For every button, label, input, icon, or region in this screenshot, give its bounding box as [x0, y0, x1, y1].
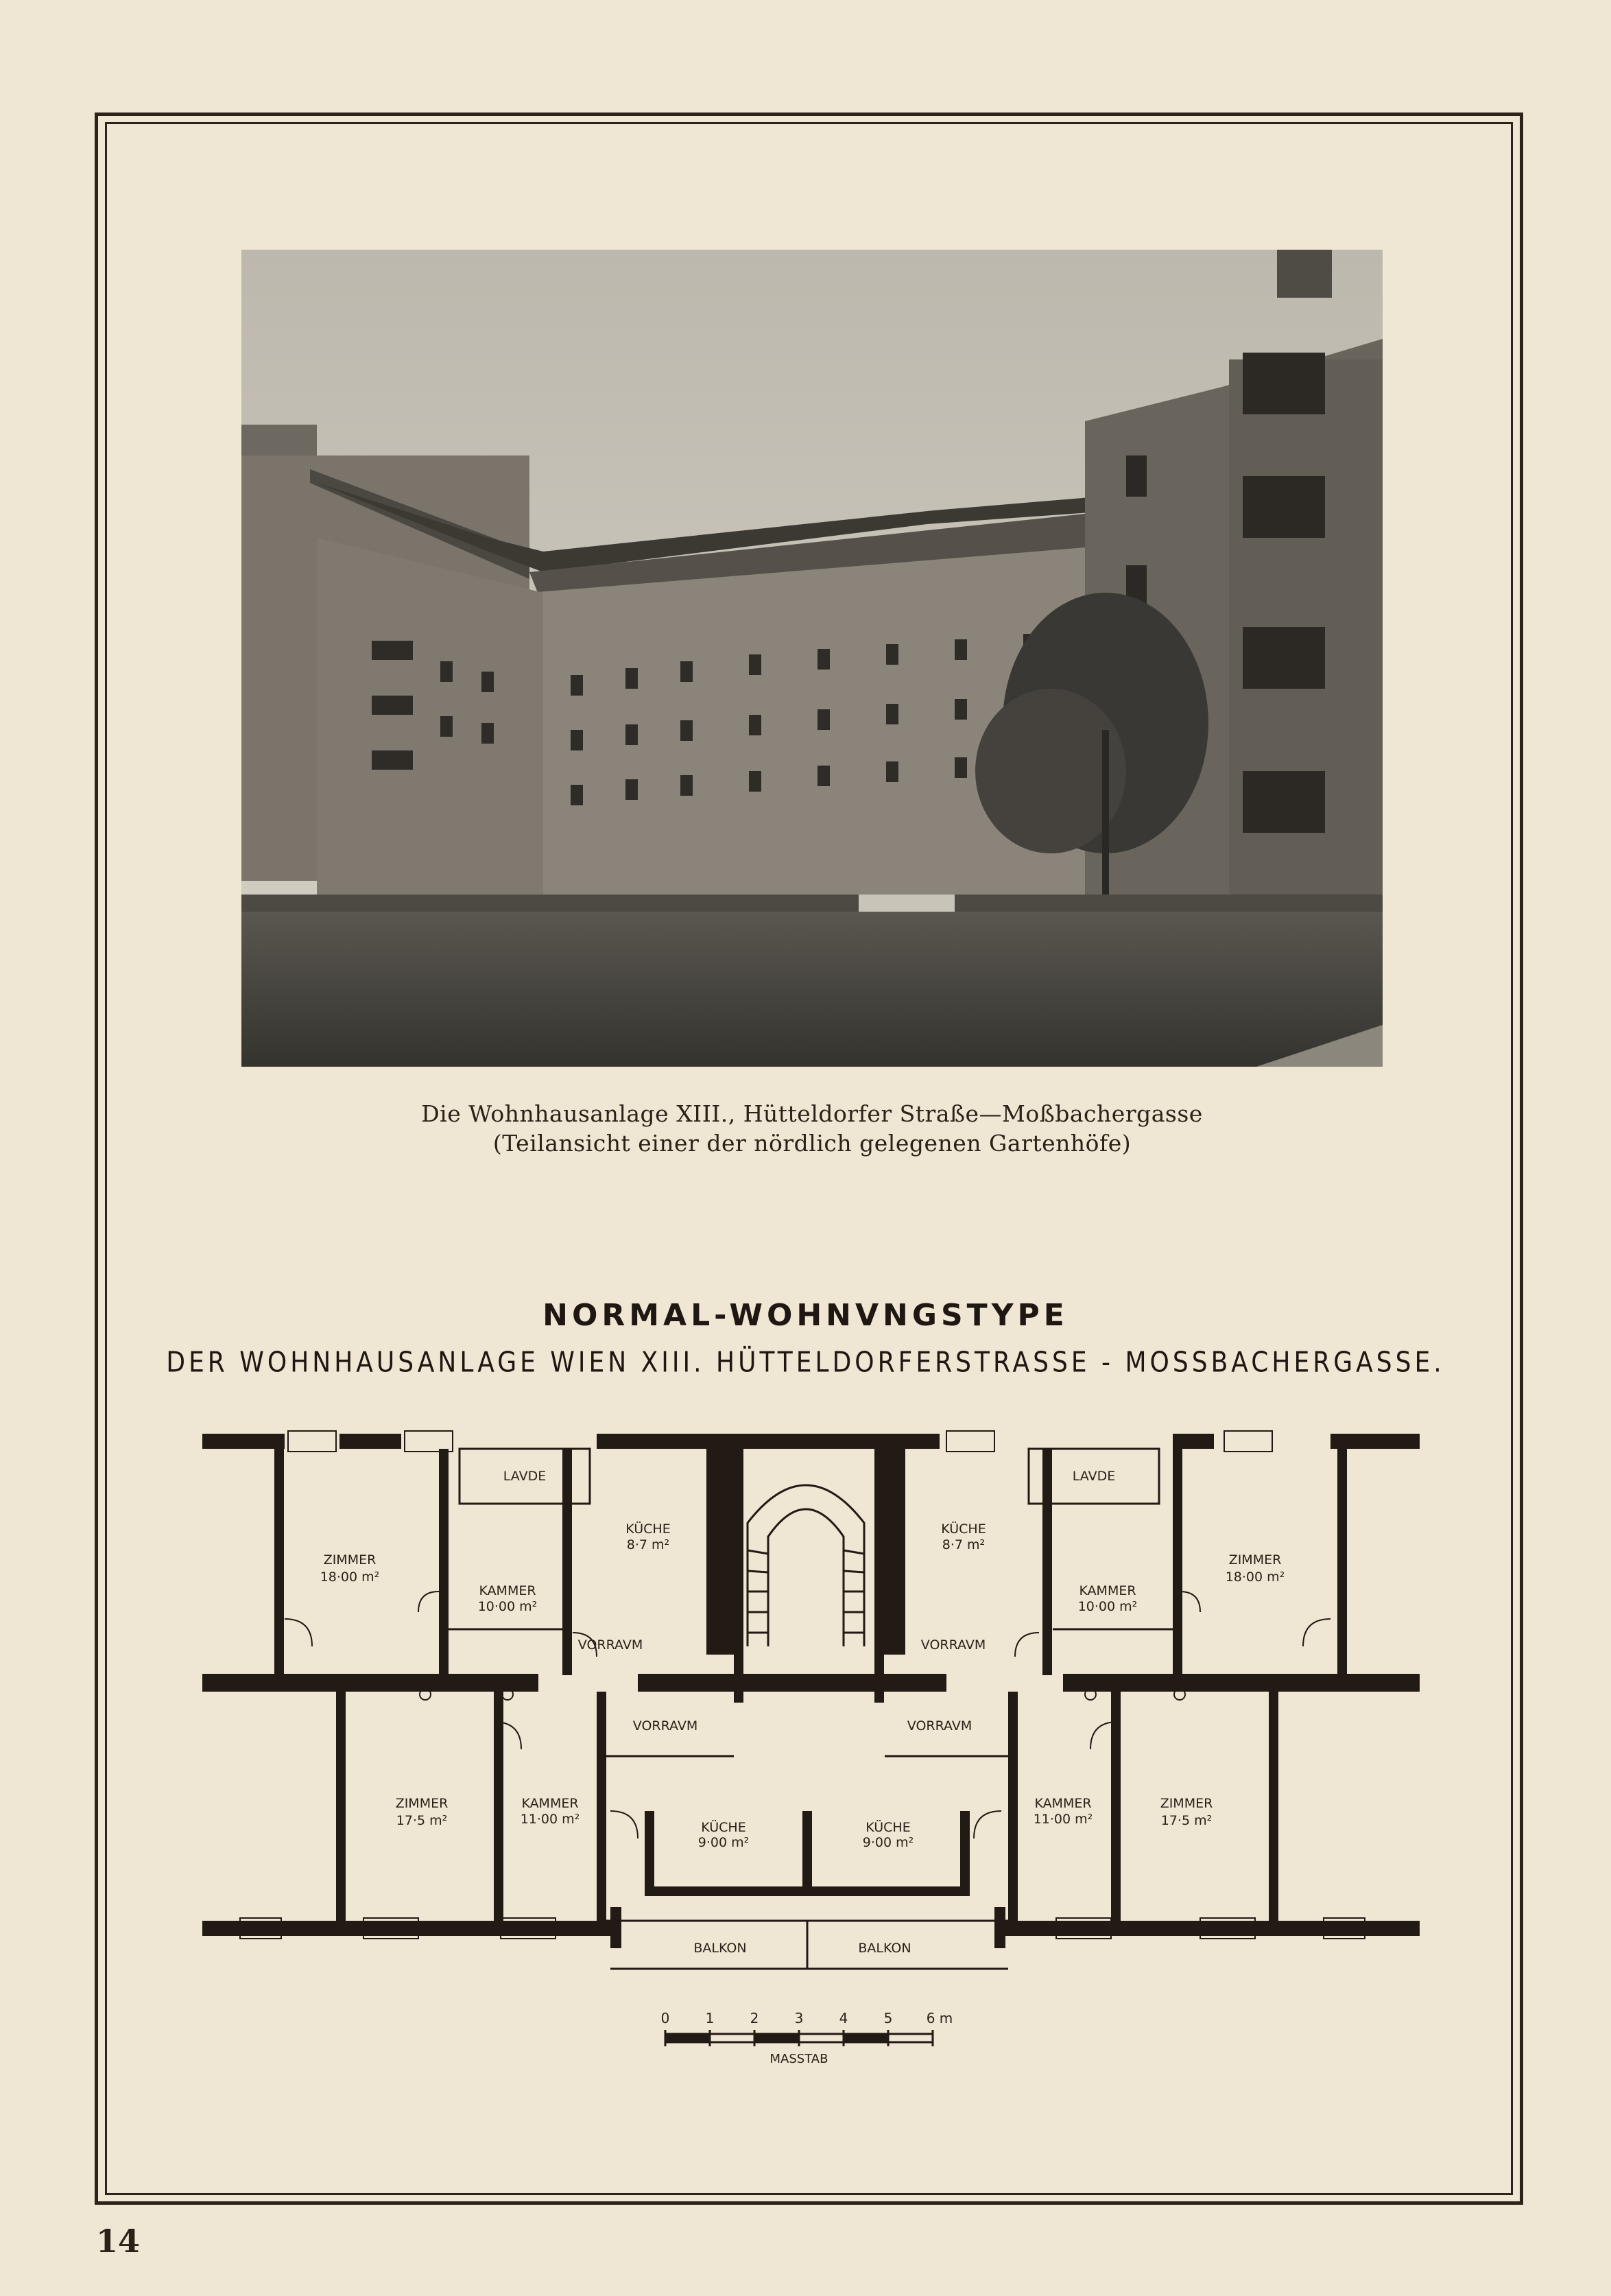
- scale-tick-1: 1: [705, 2010, 715, 2026]
- page-number: 14: [96, 2223, 141, 2260]
- plan-title: NORMAL-WOHNVNGSTYPE: [542, 1298, 1069, 1333]
- room-area-kammer-tl: 10·00 m²: [477, 1599, 538, 1614]
- room-label-kammer-tr: KAMMER: [1079, 1583, 1136, 1598]
- room-label-zimmer-br: ZIMMER: [1160, 1796, 1213, 1811]
- room-area-zimmer-bl: 17·5 m²: [396, 1813, 448, 1828]
- room-area-kuche-bl: 9·00 m²: [697, 1835, 750, 1850]
- scale-tick-3: 3: [794, 2010, 804, 2026]
- room-label-lavde-right: LAVDE: [1072, 1469, 1116, 1484]
- room-label-balkon-left: BALKON: [693, 1941, 747, 1956]
- room-label-lavde-left: LAVDE: [503, 1469, 547, 1484]
- room-label-vorraum-br: VORRAVM: [907, 1718, 972, 1733]
- room-label-vorraum-tr: VORRAVM: [920, 1637, 986, 1653]
- room-label-zimmer-bl: ZIMMER: [395, 1796, 449, 1811]
- room-label-vorraum-tl: VORRAVM: [577, 1637, 643, 1653]
- room-label-vorraum-bl: VORRAVM: [632, 1718, 698, 1733]
- room-label-kammer-br: KAMMER: [1034, 1796, 1092, 1811]
- room-area-kammer-br: 11·00 m²: [1033, 1812, 1093, 1827]
- room-label-kammer-bl: KAMMER: [521, 1796, 579, 1811]
- room-label-kuche-tl: KÜCHE: [625, 1522, 671, 1537]
- staircase: [748, 1485, 864, 1646]
- plan-subtitle: DER WOHNHAUSANLAGE WIEN XIII. HÜTTELDORFERSTRASSE - MOSSBACHERGASSE.: [166, 1346, 1445, 1380]
- floor-plan: [199, 1427, 1427, 2031]
- room-label-kuche-tr: KÜCHE: [941, 1522, 986, 1537]
- photo-caption-line1: Die Wohnhausanlage XIII., Hütteldorfer Straße—Moßbachergasse: [421, 1100, 1203, 1127]
- scale-tick-0: 0: [660, 2010, 670, 2026]
- room-area-zimmer-tr: 18·00 m²: [1225, 1570, 1285, 1585]
- room-area-kuche-br: 9·00 m²: [862, 1835, 914, 1850]
- courtyard-photograph: [241, 250, 1383, 1067]
- room-area-kuche-tr: 8·7 m²: [942, 1537, 986, 1552]
- scale-tick-2: 2: [750, 2010, 759, 2026]
- room-label-kammer-tl: KAMMER: [479, 1583, 536, 1598]
- room-label-zimmer-tr: ZIMMER: [1228, 1552, 1282, 1567]
- room-area-zimmer-tl: 18·00 m²: [320, 1570, 380, 1585]
- scale-label: MASSTAB: [769, 2052, 828, 2066]
- scale-tick-4: 4: [839, 2010, 848, 2026]
- scale-bar: [658, 2007, 988, 2075]
- room-label-zimmer-tl: ZIMMER: [323, 1552, 377, 1567]
- scale-tick-6: 6 m: [926, 2010, 953, 2026]
- room-label-balkon-right: BALKON: [858, 1941, 911, 1956]
- room-label-kuche-br: KÜCHE: [866, 1820, 911, 1835]
- photo-caption-line2: (Teilansicht einer der nördlich gelegenen Gartenhöfe): [492, 1130, 1132, 1157]
- room-area-zimmer-br: 17·5 m²: [1160, 1813, 1213, 1828]
- scale-tick-5: 5: [883, 2010, 893, 2026]
- room-area-kammer-bl: 11·00 m²: [520, 1812, 580, 1827]
- room-area-kammer-tr: 10·00 m²: [1077, 1599, 1138, 1614]
- room-area-kuche-tl: 8·7 m²: [626, 1537, 670, 1552]
- room-label-kuche-bl: KÜCHE: [701, 1820, 746, 1835]
- plan-walls: [202, 1434, 1420, 1948]
